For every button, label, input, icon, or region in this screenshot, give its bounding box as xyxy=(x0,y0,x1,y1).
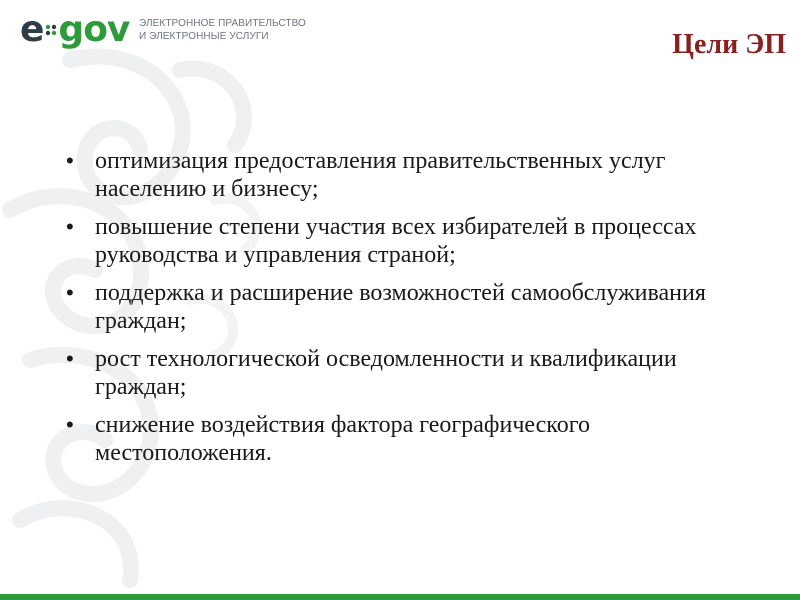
logo-mark xyxy=(20,10,129,50)
bullet-item: • рост технологической осведомленности и квалификации граждан; xyxy=(66,345,766,401)
logo-tagline xyxy=(139,17,306,43)
bullet-item: • снижение воздействия фактора географического местоположения. xyxy=(66,411,766,467)
tagline-line-2: И ЭЛЕКТРОННЫЕ УСЛУГИ xyxy=(139,31,269,42)
egov-logo xyxy=(20,10,129,50)
tagline-line-1: ЭЛЕКТРОННОЕ ПРАВИТЕЛЬСТВО xyxy=(139,18,306,29)
logo-gov-text: gov xyxy=(58,9,130,50)
slide-title: Цели ЭП xyxy=(672,29,786,60)
logo-e-text: e xyxy=(20,9,44,50)
bullet-item: • оптимизация предоставления правительственных услуг населению и бизнесу; xyxy=(66,147,766,203)
bullet-item: • повышение степени участия всех избирателей в процессах руководства и управления страной; xyxy=(66,213,766,269)
bottom-accent-bar xyxy=(0,594,800,600)
egov-dot-icon xyxy=(45,24,57,36)
bullet-list xyxy=(66,147,766,477)
bullet-item: • поддержка и расширение возможностей самообслуживания граждан; xyxy=(66,279,766,335)
